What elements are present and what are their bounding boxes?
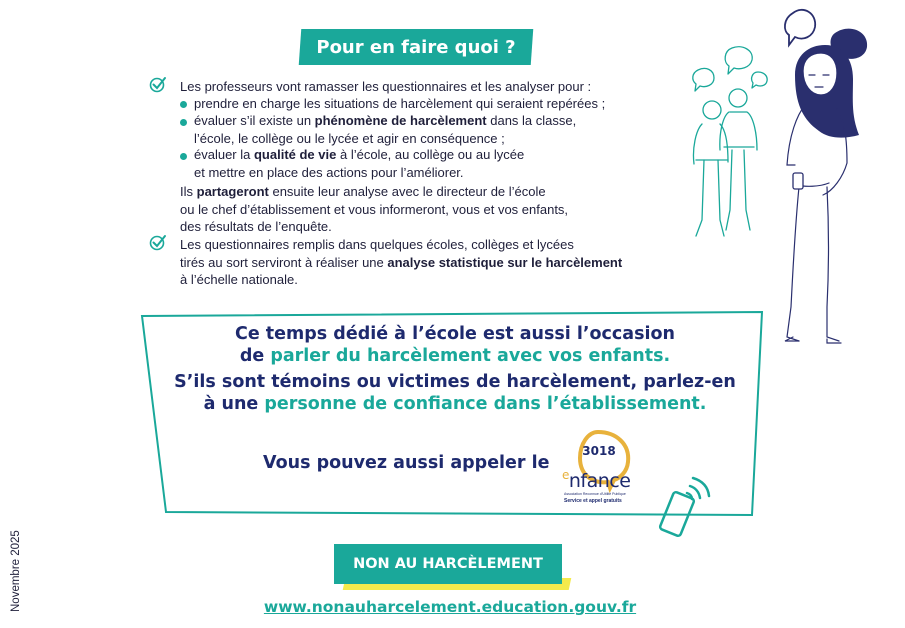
bullet-2-bold: phénomène de harcèlement bbox=[314, 113, 487, 128]
logo-brand-text: nfance bbox=[568, 470, 631, 492]
callout-line2-highlight: parler du harcèlement avec vos enfants. bbox=[270, 346, 671, 366]
bullet-3-post: à l’école, au collège ou au lycée bbox=[336, 147, 525, 162]
logo-tagline1: Association Reconnue d'Utilité Publique bbox=[564, 492, 626, 496]
callout-line4-highlight: personne de confiance dans l’établissement. bbox=[264, 394, 707, 414]
logo-brand-e: e bbox=[562, 468, 569, 482]
publication-date: Novembre 2025 bbox=[10, 530, 22, 612]
section2-line2-pre: tirés au sort serviront à réaliser une bbox=[180, 254, 388, 270]
share-bold: partageront bbox=[196, 184, 269, 199]
girl-illustration bbox=[775, 5, 893, 350]
callout-line1: Ce temps dédié à l’école est aussi l’occasion bbox=[234, 324, 676, 344]
call-text: Vous pouvez aussi appeler le bbox=[263, 453, 550, 473]
section2-text bbox=[180, 236, 622, 289]
logo-number: 3018 bbox=[582, 444, 616, 458]
section2-line1: Les questionnaires remplis dans quelques écoles, collèges et lycées bbox=[180, 237, 574, 252]
share-line2: ou le chef d’établissement et vous informeront, vous et vos enfants, bbox=[180, 201, 569, 217]
button-label: NON AU HARCÈLEMENT bbox=[353, 556, 543, 572]
phone-ringing-icon bbox=[656, 472, 716, 548]
intro-text: Les professeurs vont ramasser les questionnaires et les analyser pour : bbox=[180, 79, 592, 94]
callout-line2 bbox=[140, 345, 770, 367]
enfance-3018-logo[interactable] bbox=[562, 428, 640, 518]
checkmark-icon bbox=[149, 75, 167, 93]
bullet-3-line2: et mettre en place des actions pour l’améliorer. bbox=[194, 164, 464, 180]
bullet-dot bbox=[180, 153, 187, 160]
bullet-3-text bbox=[194, 146, 524, 181]
callout-line2-pre: de bbox=[239, 346, 271, 366]
section-title-banner bbox=[300, 29, 532, 65]
checkmark-icon bbox=[149, 233, 167, 251]
bullet-dot bbox=[180, 119, 187, 126]
bullet-2-pre: évaluer s’il existe un bbox=[194, 113, 315, 128]
non-au-harcelement-button[interactable] bbox=[334, 544, 562, 584]
callout-line4-pre: à une bbox=[203, 394, 265, 414]
bullet-2-post: dans la classe, bbox=[486, 113, 577, 128]
share-post: ensuite leur analyse avec le directeur de l’école bbox=[268, 184, 546, 199]
callout-line4 bbox=[140, 393, 770, 415]
share-line3: des résultats de l’enquête. bbox=[180, 219, 332, 234]
bullet-3-bold: qualité de vie bbox=[253, 147, 337, 162]
callout-text bbox=[140, 323, 770, 415]
bullet-1-text: prendre en charge les situations de harcèlement qui seraient repérées ; bbox=[194, 96, 606, 111]
bullet-dot bbox=[180, 101, 187, 108]
logo-brand bbox=[562, 470, 630, 492]
section2-line2-bold: analyse statistique sur le harcèlement bbox=[387, 254, 623, 270]
bullet-2-text bbox=[194, 112, 576, 147]
logo-tagline2: Service et appel gratuits bbox=[564, 498, 622, 504]
website-link[interactable]: www.nonauharcelement.education.gouv.fr bbox=[263, 598, 637, 616]
bullet-2-line2: l’école, le collège ou le lycée et agir en conséquence ; bbox=[194, 130, 505, 146]
share-text bbox=[180, 183, 568, 236]
bullet-3-pre: évaluer la bbox=[194, 147, 254, 162]
section-title: Pour en faire quoi ? bbox=[316, 36, 516, 58]
share-pre: Ils bbox=[180, 184, 197, 199]
callout-line3: S’ils sont témoins ou victimes de harcèlement, parlez-en bbox=[174, 372, 736, 392]
section2-line3: à l’échelle nationale. bbox=[180, 272, 298, 287]
